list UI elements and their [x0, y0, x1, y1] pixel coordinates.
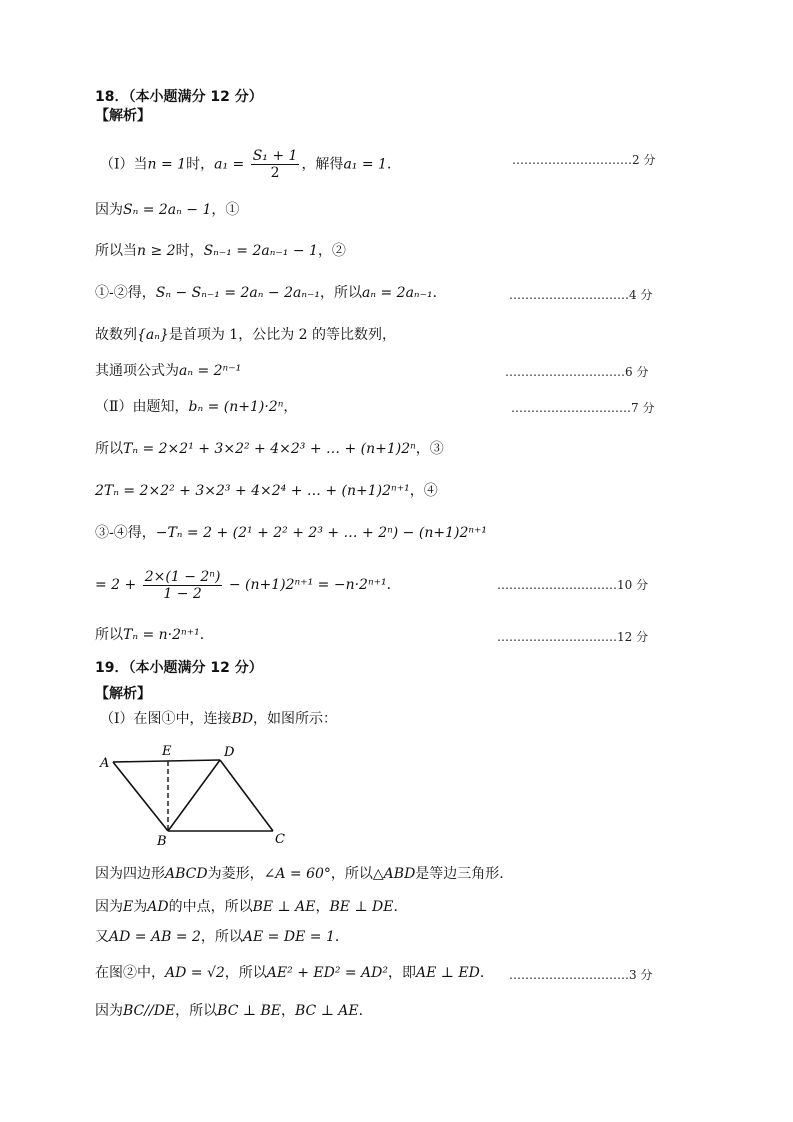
denominator: 1 − 2 — [163, 585, 202, 602]
q19-jiexi: 【解析】 — [95, 686, 151, 702]
q19-line-1 — [100, 710, 337, 728]
math: BC ⊥ BE — [217, 1003, 281, 1019]
label-a: A — [100, 756, 110, 771]
text: 故数列 — [95, 327, 137, 343]
rhombus-figure — [95, 740, 295, 850]
text: ，所以 — [175, 1003, 218, 1019]
q19-line-3 — [95, 898, 408, 916]
text: ． — [386, 577, 401, 593]
text: 所以 — [95, 627, 123, 643]
denominator: 2 — [270, 165, 280, 181]
text: ，所以 — [224, 965, 267, 981]
math: a₁ = — [214, 156, 245, 173]
text: ，所以 — [330, 866, 373, 882]
text: 又 — [95, 929, 109, 945]
text: 所以当 — [95, 243, 137, 259]
math: AE = DE = 1 — [242, 929, 335, 945]
math: a₁ = 1 — [343, 156, 387, 173]
math: ∠A = 60° — [263, 866, 331, 882]
text: （Ⅱ）由题知， — [95, 399, 189, 415]
text: 其通项公式为 — [95, 363, 179, 379]
q19-line-6 — [95, 1002, 373, 1020]
text: ， — [315, 899, 330, 915]
math: aₙ = 2aₙ₋₁ — [362, 285, 433, 301]
q18-line-9 — [95, 482, 438, 500]
math: △ABD — [372, 866, 416, 882]
q18-jiexi: 【解析】 — [95, 108, 151, 124]
text: ，解得 — [301, 156, 344, 173]
score-12: …………………………12 分 — [497, 630, 649, 644]
q18-line-8 — [95, 440, 444, 458]
math: BE ⊥ AE — [252, 899, 316, 915]
math: Sₙ₋₁ = 2aₙ₋₁ − 1 — [203, 243, 318, 259]
numerator: 2×(1 − 2ⁿ) — [144, 568, 221, 585]
text: 为 — [133, 899, 148, 915]
text: 因为 — [95, 899, 123, 915]
text: ． — [479, 965, 494, 981]
q18-line-7 — [95, 398, 297, 416]
score-3: …………………………3 分 — [509, 968, 653, 982]
math: BC//DE — [123, 1003, 176, 1019]
score-4: …………………………4 分 — [509, 288, 653, 302]
text: 是等边三角形. — [415, 866, 504, 882]
q19-header: 19．（本小题满分 12 分） — [95, 660, 263, 676]
math: Sₙ − Sₙ₋₁ = 2aₙ − 2aₙ₋₁ — [155, 285, 321, 301]
numerator: S₁ + 1 — [252, 148, 298, 164]
math: AD — [147, 899, 169, 915]
math: BE ⊥ DE — [329, 899, 394, 915]
text: ，即 — [388, 965, 417, 981]
text: 所以 — [95, 441, 123, 457]
text: 的中点，所以 — [168, 899, 253, 915]
label-c: C — [275, 832, 285, 847]
text: ，④ — [409, 483, 438, 499]
text: ． — [393, 899, 408, 915]
label-d: D — [224, 745, 235, 760]
text: 因为 — [95, 202, 123, 218]
edge-ab — [113, 762, 168, 831]
score-10: …………………………10 分 — [497, 578, 649, 592]
math: aₙ = 2ⁿ⁻¹ — [179, 363, 242, 379]
text: ③-④得， — [95, 525, 156, 541]
math: AD = AB = 2 — [109, 929, 201, 945]
math: bₙ = (n+1)·2ⁿ — [188, 399, 284, 415]
math: AE ⊥ ED — [416, 965, 480, 981]
math: BD — [231, 711, 254, 727]
text: （Ⅰ）当 — [100, 156, 148, 173]
text: ①-②得， — [95, 285, 156, 301]
text: ，所以 — [320, 285, 363, 301]
text: 时， — [175, 243, 204, 259]
math: ABCD — [165, 866, 208, 882]
q18-line-6 — [95, 362, 241, 380]
q18-line-12 — [95, 626, 214, 644]
edge-bd — [168, 760, 220, 831]
text: ． — [334, 929, 349, 945]
text: ， — [283, 399, 298, 415]
math: AE² + ED² = AD² — [266, 965, 389, 981]
q19-line-5 — [95, 964, 494, 982]
text: 在图②中， — [95, 965, 165, 981]
score-6: …………………………6 分 — [505, 365, 649, 379]
math: Sₙ = 2aₙ − 1 — [123, 202, 212, 218]
math: −Tₙ = 2 + (2¹ + 2² + 2³ + … + 2ⁿ) − (n+1)2ⁿ⁺¹ — [155, 525, 488, 541]
q18-line-2 — [95, 201, 239, 219]
math: Tₙ = 2×2¹ + 3×2² + 4×2³ + … + (n+1)2ⁿ — [123, 441, 416, 457]
math: AD = √2 — [165, 965, 225, 981]
score-7: …………………………7 分 — [511, 401, 655, 415]
text: 是首项为 1，公比为 2 的等比数列， — [168, 327, 397, 343]
q19-line-4 — [95, 928, 349, 946]
fraction — [251, 148, 300, 181]
math: n ≥ 2 — [137, 243, 176, 259]
text: ，② — [317, 243, 346, 259]
q19-line-2 — [95, 865, 504, 883]
text: ． — [386, 156, 401, 173]
text: 为菱形， — [207, 866, 264, 882]
text: （Ⅰ）在图①中，连接 — [100, 711, 232, 727]
label-b: B — [157, 834, 167, 849]
q18-line-4 — [95, 284, 447, 302]
edge-dc — [220, 760, 273, 831]
text: ． — [432, 285, 447, 301]
text: ， — [280, 1003, 295, 1019]
math: {aₙ} — [137, 327, 169, 343]
text: 因为四边形 — [95, 866, 165, 882]
text: 时， — [186, 156, 215, 173]
text: ，③ — [415, 441, 444, 457]
math: E — [123, 899, 134, 915]
q18-line-10 — [95, 524, 487, 542]
math: Tₙ = n·2ⁿ⁺¹ — [123, 627, 200, 643]
score-2: …………………………2 分 — [512, 153, 656, 167]
math: BC ⊥ AE — [294, 1003, 359, 1019]
q18-line-5 — [95, 326, 396, 344]
q18-line-1 — [100, 148, 401, 181]
math: 2Tₙ = 2×2² + 3×2³ + 4×2⁴ + … + (n+1)2ⁿ⁺¹ — [95, 483, 410, 499]
text: ，① — [211, 202, 240, 218]
math: = 2 + — [95, 577, 137, 593]
edge-ad — [113, 760, 220, 762]
q18-header: 18．（本小题满分 12 分） — [95, 89, 263, 105]
text: ，如图所示： — [253, 711, 338, 727]
q18-line-11 — [95, 566, 401, 604]
text: ． — [199, 627, 214, 643]
text: ，所以 — [200, 929, 243, 945]
text: 因为 — [95, 1003, 123, 1019]
math: − (n+1)2ⁿ⁺¹ = −n·2ⁿ⁺¹ — [228, 577, 387, 593]
text: ． — [358, 1003, 373, 1019]
math: n = 1 — [147, 156, 187, 173]
fraction — [143, 569, 223, 602]
label-e: E — [162, 744, 172, 759]
q18-line-3 — [95, 242, 346, 260]
